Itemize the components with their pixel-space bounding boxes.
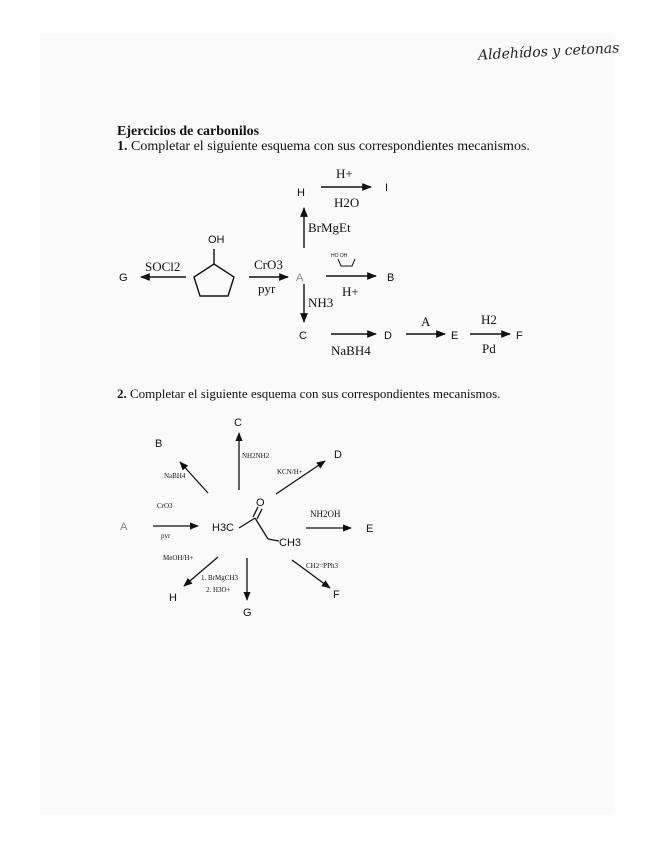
label-e: E bbox=[451, 330, 459, 342]
reagent2-nh2oh: NH2OH bbox=[310, 509, 341, 519]
label-f: F bbox=[516, 330, 523, 342]
cyclopentane-ring bbox=[194, 264, 234, 296]
label2-f: F bbox=[333, 589, 340, 601]
reagent2-grignard-2: 2. H3O+ bbox=[206, 586, 231, 594]
oh-label: OH bbox=[208, 234, 225, 246]
label-g: G bbox=[119, 272, 128, 284]
label2-h: H bbox=[169, 592, 177, 604]
center-o: O bbox=[256, 497, 265, 509]
reagent-hplus: H+ bbox=[342, 284, 359, 299]
bond-c-ch2 bbox=[255, 518, 268, 539]
question-1-number: 1. bbox=[117, 139, 128, 154]
bond-ch2-ch3 bbox=[268, 539, 279, 541]
reagent-pd: Pd bbox=[482, 341, 496, 356]
reagent-nh3: NH3 bbox=[308, 295, 334, 310]
diol-structure bbox=[338, 259, 355, 266]
question-2-number: 2. bbox=[117, 386, 127, 401]
reagent-diol: HO OH bbox=[331, 253, 348, 259]
center-h3c: H3C bbox=[212, 522, 235, 534]
reagent2-nabh4: NaBH4 bbox=[164, 472, 186, 480]
label-h: H bbox=[297, 187, 305, 199]
reagent-socl2: SOCl2 bbox=[145, 259, 181, 274]
label2-c: C bbox=[234, 417, 242, 429]
question-2-text: Completar el siguiente esquema con sus correspondientes mecanismos. bbox=[130, 386, 501, 401]
reaction-scheme-1 bbox=[0, 0, 655, 400]
double-bond-b bbox=[257, 509, 262, 519]
label2-e: E bbox=[366, 523, 374, 535]
reagent2-grignard-1: 1. BrMgCH3 bbox=[201, 574, 238, 582]
reagent-pyr: pyr bbox=[258, 281, 276, 296]
exercise-heading: Ejercicios de carbonilos bbox=[117, 124, 260, 139]
bond-ch3-c bbox=[239, 518, 255, 528]
label2-g: G bbox=[243, 607, 252, 619]
label-i: I bbox=[385, 182, 389, 194]
reagent2-kcn: KCN/H+ bbox=[277, 468, 303, 476]
reagent-h2: H2 bbox=[481, 312, 497, 327]
label2-a: A bbox=[120, 521, 128, 533]
label-a: A bbox=[296, 272, 304, 284]
reagent-hplus-top: H+ bbox=[336, 166, 353, 181]
reagent2-meoh: MeOH/H+ bbox=[163, 554, 194, 562]
reagent2-ch2pph3: CH2=PPh3 bbox=[306, 562, 338, 570]
label2-d: D bbox=[334, 449, 342, 461]
reagent-a: A bbox=[421, 314, 431, 329]
reagent-nabh4: NaBH4 bbox=[331, 343, 371, 358]
arrow-to-d bbox=[276, 461, 325, 494]
handwritten-note: Aldehídos y cetonas bbox=[477, 40, 620, 64]
label-d: D bbox=[384, 330, 392, 342]
reagent-brmget: BrMgEt bbox=[308, 220, 351, 235]
label-c: C bbox=[299, 330, 307, 342]
question-1-text: Completar el siguiente esquema con sus correspondientes mecanismos. bbox=[131, 139, 530, 154]
reagent-cro3: CrO3 bbox=[254, 257, 283, 272]
reagent2-cro3: CrO3 bbox=[157, 502, 173, 510]
center-ch3: CH3 bbox=[279, 537, 302, 549]
label2-b: B bbox=[155, 438, 163, 450]
reaction-scheme-2 bbox=[0, 400, 655, 640]
reagent2-nh2nh2: NH2NH2 bbox=[242, 452, 270, 460]
label-b: B bbox=[387, 272, 395, 284]
reagent-h2o: H2O bbox=[334, 195, 360, 210]
reagent2-pyr: pyr bbox=[161, 532, 171, 540]
